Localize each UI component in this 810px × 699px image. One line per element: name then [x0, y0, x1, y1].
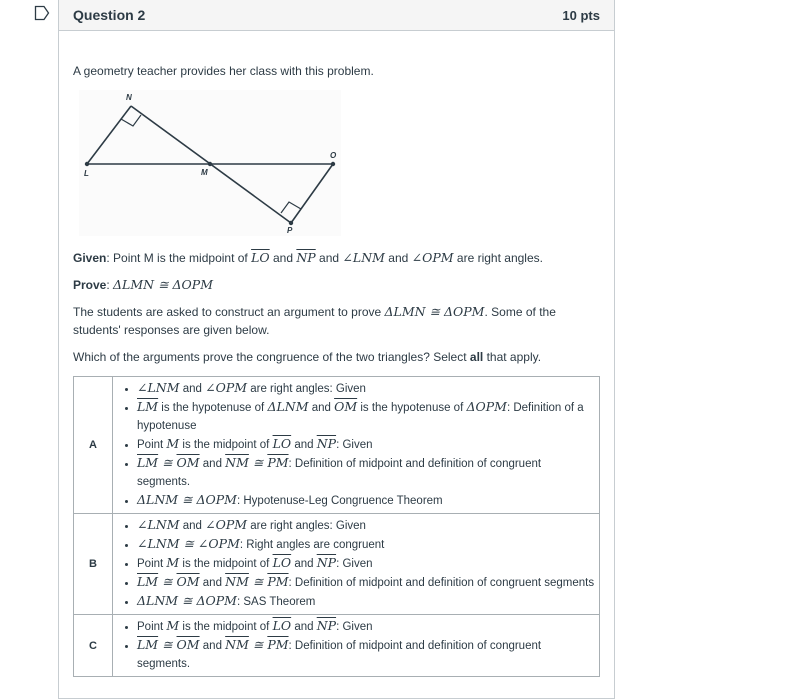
option-letter-a[interactable]: A: [74, 377, 113, 514]
seg-np: $\overline{NP}$: [296, 250, 316, 265]
students-math: ΔLMN ≅ ΔOPM: [384, 304, 485, 319]
which-text-2: that apply.: [483, 350, 542, 364]
given-text: : Point M is the midpoint of: [106, 251, 252, 265]
point-label-p: P: [287, 226, 293, 235]
list-item: • $\overline{LM}$ ≅ $\overline{OM}$ and $\overline{NM}$ ≅ $\overline{PM}$: Definition of midpoint and definition of congruent segments: [137, 573, 595, 592]
given-label: Given: [73, 251, 107, 265]
prove-math: ΔLMN ≅ ΔOPM: [113, 277, 214, 292]
option-content-c: [113, 615, 600, 677]
list-item: • $\overline{LM}$ is the hypotenuse of ΔLNM and $\overline{OM}$ is the hypotenuse of ΔOPM: Definition of a hypotenuse: [137, 398, 595, 435]
option-content-b: [113, 514, 600, 615]
list-item: • $\overline{LM}$ ≅ $\overline{OM}$ and $\overline{NM}$ ≅ $\overline{PM}$: Definition of midpoint and definition of congruent segments.: [137, 454, 595, 491]
list-item: • ∠LNM and ∠OPM are right angles: Given: [137, 379, 595, 398]
students-text-1: The students are asked to construct an argument to prove: [73, 305, 385, 319]
point-label-m: M: [201, 168, 208, 177]
given-and3: and: [384, 251, 412, 265]
list-item: • Point M is the midpoint of $\overline{LO}$ and $\overline{NP}$: Given: [137, 554, 595, 573]
problem-intro: A geometry teacher provides her class with this problem.: [73, 64, 374, 78]
question-header: [59, 0, 614, 31]
which-all: all: [469, 350, 484, 364]
students-text-2: . Some of the students' responses are given below.: [73, 305, 556, 337]
option-row-c[interactable]: [74, 615, 600, 677]
prove-statement: Prove: ΔLMN ≅ ΔOPM: [73, 277, 214, 292]
list-item: • ΔLNM ≅ ΔOPM: Hypotenuse-Leg Congruence Theorem: [137, 491, 595, 510]
question-card: [58, 0, 615, 699]
option-row-a[interactable]: [74, 377, 600, 514]
point-label-o: O: [330, 151, 337, 160]
given-and2: and: [315, 251, 343, 265]
option-letter-b[interactable]: B: [74, 514, 113, 615]
which-text-1: Which of the arguments prove the congruence of the two triangles? Select: [73, 350, 470, 364]
given-right-angles: are right angles.: [453, 251, 543, 265]
given-statement: [73, 249, 603, 267]
angle-lnm: ∠LNM: [342, 250, 385, 265]
question-points: 10 pts: [562, 7, 600, 23]
point-label-l: L: [84, 169, 89, 178]
seg-lo: $\overline{LO}$: [251, 250, 270, 265]
list-item: • $\overline{LM}$ ≅ $\overline{OM}$ and $\overline{NM}$ ≅ $\overline{PM}$: Definition of midpoint and definition of congruent segments.: [137, 636, 595, 673]
option-row-b[interactable]: [74, 514, 600, 615]
prove-label: Prove: [73, 278, 107, 292]
flag-question-icon[interactable]: [34, 5, 50, 21]
list-item: • ΔLNM ≅ ΔOPM: SAS Theorem: [137, 592, 595, 611]
triangle-figure: [79, 90, 341, 236]
angle-opm: ∠OPM: [411, 250, 454, 265]
list-item: • Point M is the midpoint of $\overline{LO}$ and $\overline{NP}$: Given: [137, 435, 595, 454]
which-prompt: [73, 348, 541, 366]
list-item: • ∠LNM and ∠OPM are right angles: Given: [137, 516, 595, 535]
options-table: [73, 376, 600, 677]
given-and: and: [269, 251, 297, 265]
list-item: • ∠LNM ≅ ∠OPM: Right angles are congruent: [137, 535, 595, 554]
students-text: [73, 303, 588, 339]
option-letter-c[interactable]: C: [74, 615, 113, 677]
list-item: • Point M is the midpoint of $\overline{LO}$ and $\overline{NP}$: Given: [137, 617, 595, 636]
point-label-n: N: [126, 93, 132, 102]
question-title: Question 2: [73, 7, 146, 23]
option-content-a: [113, 377, 600, 514]
